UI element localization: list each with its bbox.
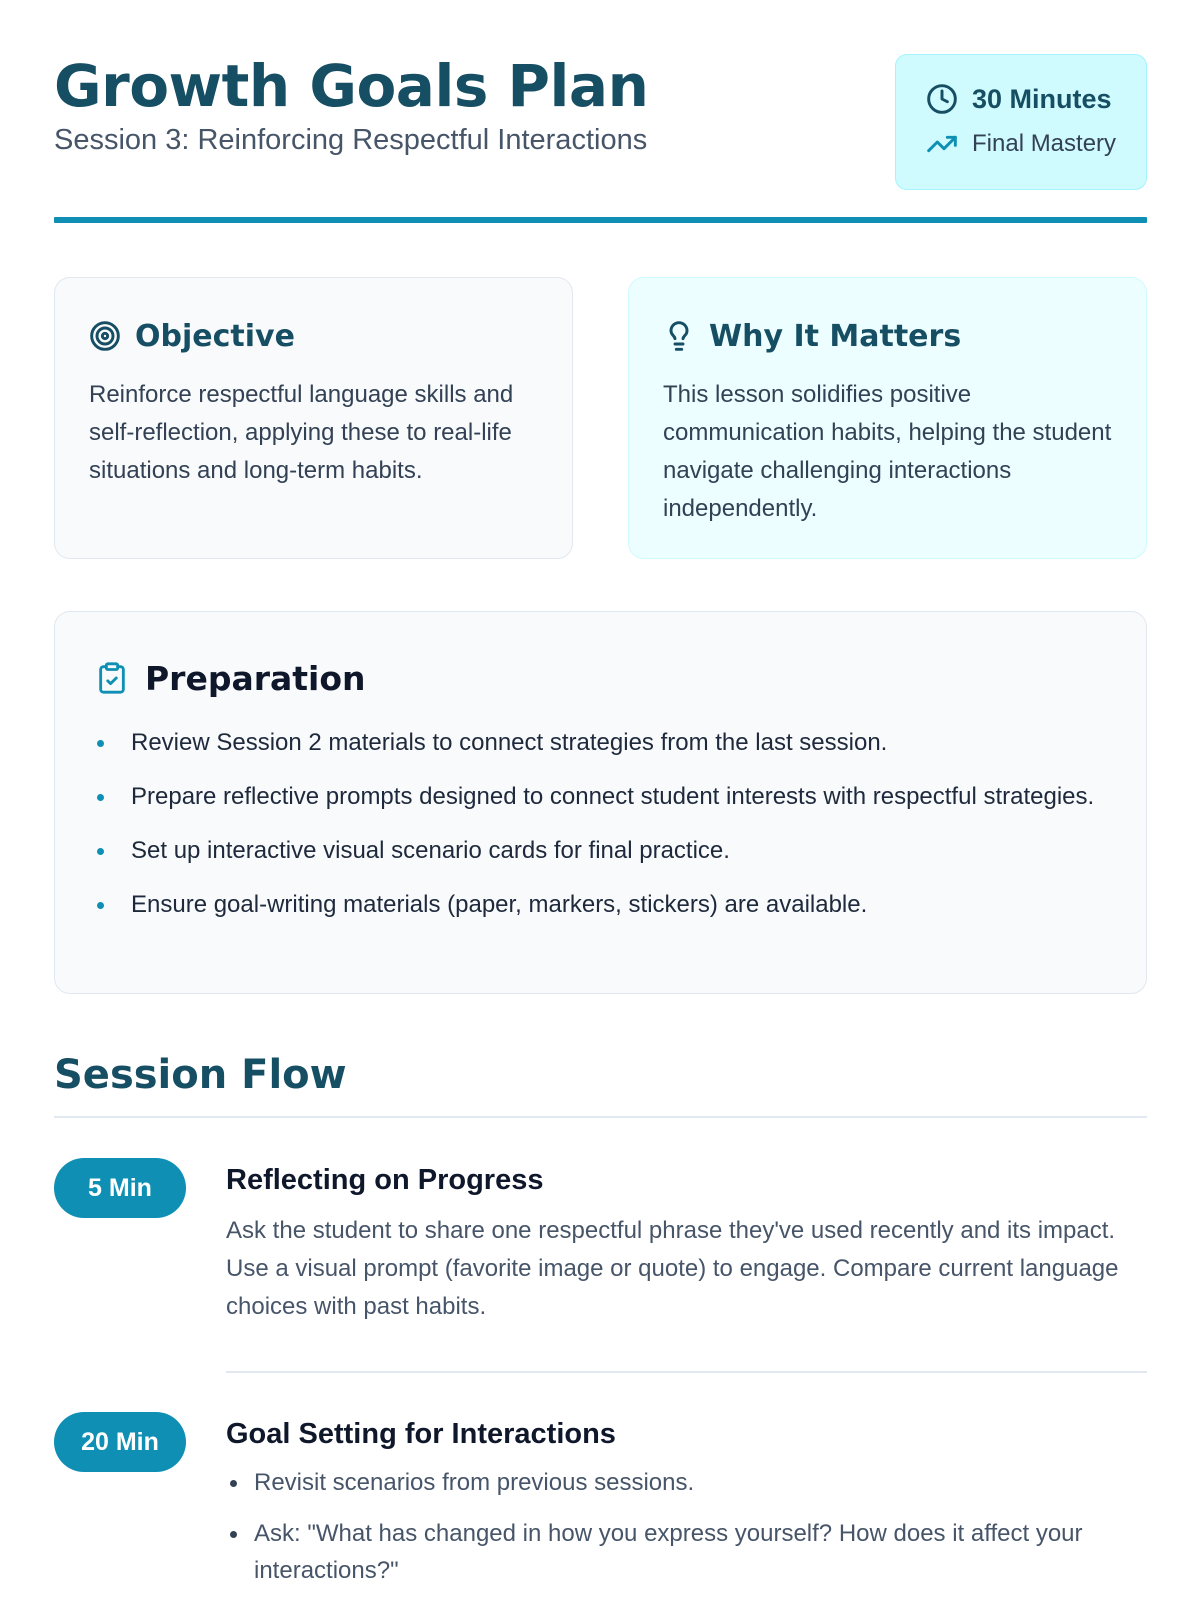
- objective-body: Reinforce respectful language skills and self-reflection, applying these to real-life situations and long-term habits.: [89, 381, 514, 484]
- objective-title: Objective: [135, 318, 295, 354]
- preparation-header: [95, 656, 1106, 700]
- time-badge: 20 Min: [54, 1412, 186, 1472]
- list-item: Prepare reflective prompts designed to connect student interests with respectful strategies.: [95, 780, 1106, 813]
- list-item: Set up interactive visual scenario cards for final practice.: [95, 834, 1106, 867]
- header-divider: [54, 217, 1147, 223]
- target-icon: [89, 320, 121, 352]
- page-title: Growth Goals Plan: [54, 52, 649, 120]
- clipboard-check-icon: [95, 658, 129, 698]
- lesson-plan-page: [54, 0, 1147, 1584]
- preparation-title: Preparation: [145, 658, 366, 698]
- list-item: Ask: "What has changed in how you express yourself? How does it affect your interactions?": [226, 1515, 1147, 1589]
- why-body: This lesson solidifies positive communication habits, helping the student navigate challenging interactions independently.: [663, 381, 1112, 522]
- page-subtitle: Session 3: Reinforcing Respectful Interactions: [54, 124, 648, 156]
- duration-row: [926, 83, 1146, 115]
- objective-card: [54, 277, 573, 559]
- time-badge: 5 Min: [54, 1158, 186, 1218]
- preparation-list: [95, 726, 1106, 921]
- trending-up-icon: [926, 128, 958, 160]
- lightbulb-icon: [663, 320, 695, 352]
- step-title: Reflecting on Progress: [226, 1164, 544, 1196]
- session-meta-box: [895, 54, 1147, 190]
- objective-header: [89, 316, 538, 356]
- step-divider: [226, 1371, 1147, 1373]
- step-title: Goal Setting for Interactions: [226, 1418, 616, 1450]
- session-level: Final Mastery: [972, 130, 1117, 157]
- list-item: Review Session 2 materials to connect strategies from the last session.: [95, 726, 1106, 759]
- step-list: [226, 1464, 1147, 1589]
- step-body: Ask the student to share one respectful phrase they've used recently and its impact. Use a visual prompt (favorite image or quote) to engage. Compare current language choices with past habits.: [226, 1217, 1119, 1320]
- step-content: [226, 1412, 1147, 1600]
- session-flow-title: Session Flow: [54, 1052, 347, 1098]
- why-header: [663, 316, 1112, 356]
- step-content: [226, 1158, 1147, 1326]
- header: [54, 0, 1147, 226]
- list-item: Revisit scenarios from previous sessions.: [226, 1464, 1147, 1501]
- session-duration: 30 Minutes: [972, 83, 1112, 114]
- why-title: Why It Matters: [709, 318, 962, 354]
- why-card: [628, 277, 1147, 559]
- preparation-card: [54, 611, 1147, 994]
- session-flow-divider: [54, 1116, 1147, 1118]
- info-cards: [54, 277, 1147, 559]
- list-item: Ensure goal-writing materials (paper, markers, stickers) are available.: [95, 888, 1106, 921]
- level-row: [926, 128, 1146, 160]
- clock-icon: [926, 83, 958, 115]
